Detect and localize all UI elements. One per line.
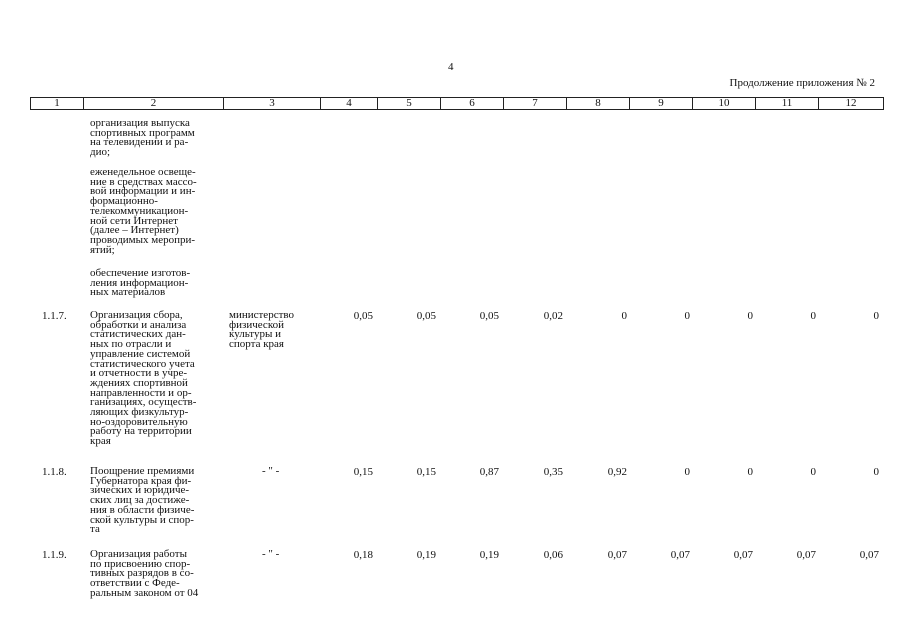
row-value: 0,35: [543, 466, 563, 478]
row-value: 0,05: [479, 310, 499, 322]
continuation-paragraph: еженедельное освеще- ние в средствах массо- вой информации и ин- формационно- телекоммуникацион- ной сети Интернет (далее – Интернет) проводимых меропри- ятий;: [90, 166, 197, 256]
row-value: 0,18: [353, 549, 373, 561]
row-value: 0,07: [670, 549, 690, 561]
row-value: 0,19: [416, 549, 436, 561]
row-value: 0,05: [353, 310, 373, 322]
continuation-paragraph: обеспечение изготов- ления информацион- ных материалов: [90, 267, 191, 299]
row-value: 0,05: [416, 310, 436, 322]
row-value: 0,15: [416, 466, 436, 478]
row-executor: - " -: [262, 548, 280, 560]
row-id: 1.1.8.: [42, 466, 67, 478]
column-header: 2: [84, 98, 224, 109]
column-header: 7: [504, 98, 567, 109]
row-value: 0: [873, 310, 879, 322]
column-header: 1: [31, 98, 84, 109]
row-value: 0,87: [479, 466, 499, 478]
row-value: 0: [747, 310, 753, 322]
column-header: 10: [693, 98, 756, 109]
row-id: 1.1.9.: [42, 549, 67, 561]
row-value: 0,07: [796, 549, 816, 561]
row-value: 0: [684, 466, 690, 478]
row-value: 0,06: [543, 549, 563, 561]
table-header-row: [30, 97, 884, 110]
row-value: 0,02: [543, 310, 563, 322]
column-header: 3: [224, 98, 321, 109]
column-header: 11: [756, 98, 819, 109]
row-value: 0,15: [353, 466, 373, 478]
row-name: Организация сбора, обработки и анализа статистических дан- ных по отрасли и управление системой статистического учета и отчетности в учре- ждениях спортивной направленности и ор- ганизациях, осуществ- ляющих физкультур- но-оздоровительную работу на территории края: [90, 309, 197, 448]
column-header: 8: [567, 98, 630, 109]
column-header: 5: [378, 98, 441, 109]
row-value: 0,07: [733, 549, 753, 561]
column-header: 12: [845, 97, 857, 109]
row-value: 0,92: [607, 466, 627, 478]
column-header: 6: [441, 98, 504, 109]
column-header: 4: [321, 98, 378, 109]
continuation-paragraph: организация выпуска спортивных программ на телевидении и ра- дио;: [90, 117, 195, 159]
row-value: 0: [747, 466, 753, 478]
row-id: 1.1.7.: [42, 310, 67, 322]
row-name: Организация работы по присвоению спор- тивных разрядов в со- ответствии с Феде- ральным законом от 04: [90, 548, 199, 599]
row-value: 0: [810, 466, 816, 478]
row-executor: - " -: [262, 465, 280, 477]
row-value: 0: [873, 466, 879, 478]
row-value: 0: [621, 310, 627, 322]
continuation-label: Продолжение приложения № 2: [729, 77, 875, 89]
row-value: 0: [810, 310, 816, 322]
column-header: 9: [630, 98, 693, 109]
row-name: Поощрение премиями Губернатора края фи- зических и юридиче- ских лиц за достиже- ния в области физиче- ской культуры и спор- та: [90, 465, 195, 536]
row-value: 0: [684, 310, 690, 322]
page-number: 4: [448, 61, 454, 73]
row-value: 0,07: [859, 549, 879, 561]
row-executor: министерство физической культуры и спорта края: [229, 309, 295, 351]
row-value: 0,19: [479, 549, 499, 561]
row-value: 0,07: [607, 549, 627, 561]
